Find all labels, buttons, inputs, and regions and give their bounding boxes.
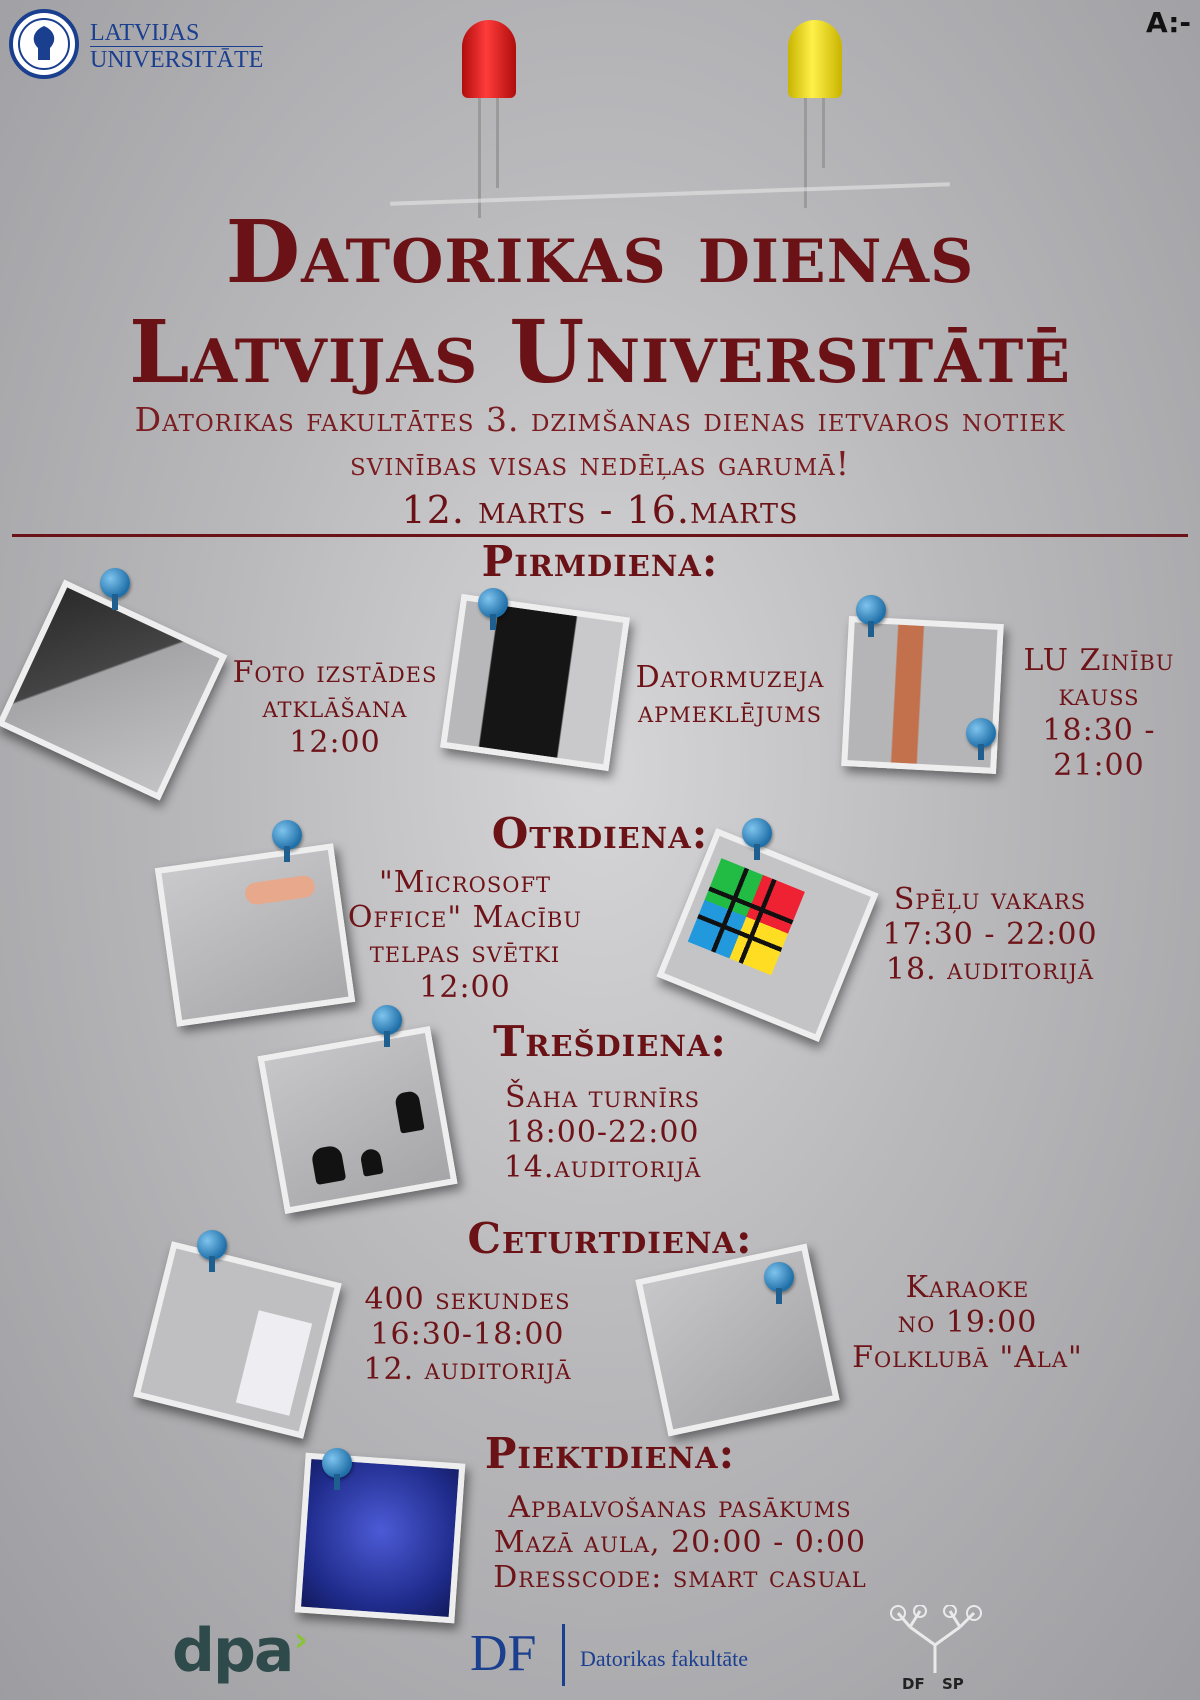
pin-icon	[100, 568, 130, 598]
event-apbalvosana: Apbalvošanas pasākums Mazā aula, 20:00 - 0:00 Dresscode: smart casual	[493, 1490, 867, 1595]
photo-award	[295, 1453, 466, 1624]
dpa-logo-text: dpa	[172, 1616, 293, 1686]
intro-line2: svinības visas nedēļas garumā!	[349, 444, 851, 483]
photo-rubik	[656, 828, 878, 1042]
event-datormuzejs: Datormuzeja apmeklējums	[635, 660, 825, 730]
pin-icon	[764, 1262, 794, 1292]
title-line1: Datorikas dienas	[225, 202, 975, 303]
pin-icon	[478, 588, 508, 618]
lu-seal-icon	[8, 8, 80, 80]
event-zinibu-kauss: LU Zinību kauss 18:30 - 21:00	[1023, 643, 1175, 783]
df-logo	[470, 1620, 760, 1690]
title-line2: Latvijas Universitātē	[129, 302, 1071, 403]
day-friday: Piektdiena:	[484, 1429, 736, 1478]
lu-logo	[8, 6, 268, 82]
logo-line2: UNIVERSITĀTE	[90, 47, 264, 73]
event-karaoke: Karaoke no 19:00 Folklubā "Ala"	[852, 1270, 1083, 1375]
photo-camera	[0, 579, 227, 800]
dfsp-right: SP	[942, 1675, 964, 1693]
df-divider	[562, 1624, 565, 1686]
photo-computer	[440, 594, 630, 771]
df-name-text: Datorikas fakultāte	[580, 1646, 748, 1671]
corner-mark: A:-	[1146, 6, 1192, 39]
event-microsoft: "Microsoft Office" Macību telpas svētki 12:00	[347, 865, 583, 1005]
day-tuesday: Otrdiena:	[491, 809, 709, 858]
event-400-sekundes: 400 sekundes 16:30-18:00 12. auditorijā	[363, 1282, 572, 1387]
day-thursday: Ceturtdiena:	[467, 1214, 753, 1263]
dfsp-left: DF	[902, 1675, 925, 1693]
day-monday: Pirmdiena:	[481, 537, 719, 586]
dates: 12. marts - 16.marts	[401, 488, 799, 532]
intro-text	[0, 398, 1200, 486]
event-spelu-vakars: Spēļu vakars 17:30 - 22:00 18. auditorijā	[882, 882, 1098, 987]
photo-figure-board	[133, 1241, 342, 1439]
pin-icon	[856, 595, 886, 625]
photo-finger	[155, 843, 356, 1026]
photo-chess	[257, 1026, 457, 1214]
pin-icon	[966, 718, 996, 748]
photo-karaoke	[635, 1244, 839, 1437]
event-saha-turnirs: Šaha turnīrs 18:00-22:00 14.auditorijā	[503, 1080, 702, 1185]
pin-icon	[272, 820, 302, 850]
pin-icon	[197, 1230, 227, 1260]
pin-icon	[322, 1448, 352, 1478]
dpa-logo	[172, 1618, 332, 1688]
day-wednesday: Trešdiena:	[493, 1017, 727, 1066]
pin-icon	[742, 818, 772, 848]
intro-line1: Datorikas fakultātes 3. dzimšanas dienas ietvaros notiek	[134, 400, 1066, 439]
pin-icon	[372, 1005, 402, 1035]
chevron-right-icon: ›	[294, 1620, 309, 1660]
df-logo-text: DF	[470, 1625, 537, 1682]
logo-line1: LATVIJAS	[90, 20, 200, 46]
event-foto: Foto izstādes atklāšana 12:00	[232, 655, 438, 760]
dfsp-logo	[880, 1605, 990, 1695]
tree-icon	[880, 1605, 990, 1675]
